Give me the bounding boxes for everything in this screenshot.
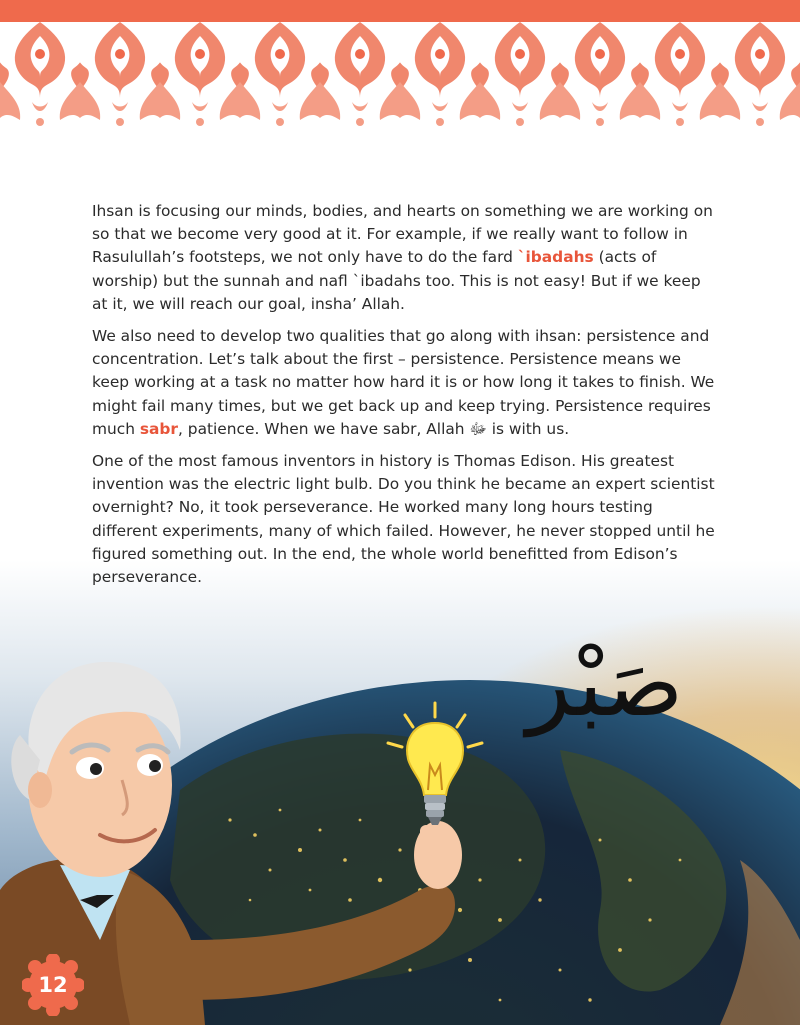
highlight-ibadahs: `ibadahs <box>517 248 594 267</box>
top-color-bar <box>0 0 800 22</box>
paragraph-persistence: We also need to develop two qualities that go along with ihsan: persistence and concentration. Let’s talk about the first – persistence. Persistence means we keep working at a task no matter how hard it is or how long it takes to finish. We might fail many times, but we get back up and keep trying. Persistence requires much sabr, patience. When we have sabr, Allah ﷻ is with us. <box>92 327 715 438</box>
ornamental-border <box>0 22 800 130</box>
body-text <box>92 200 716 598</box>
page-number: 12 <box>38 973 68 997</box>
light-bulb-icon <box>380 695 490 835</box>
paragraph-edison: One of the most famous inventors in history is Thomas Edison. His greatest invention was the electric light bulb. Do you think he became an expert scientist overnight? No, it took perseverance. He worked many long hours testing different experiments, many of which failed. However, he never stopped until he figured something out. In the end, the whole world benefitted from Edison’s perseverance. <box>92 452 715 587</box>
sabr-arabic-text: صَبْر <box>526 630 684 737</box>
highlight-sabr: sabr <box>139 419 179 438</box>
sabr-calligraphy <box>490 615 720 755</box>
paragraph-ihsan: Ihsan is focusing our minds, bodies, and hearts on something we are working on so that we become very good at it. For example, if we really want to follow in Rasulullah’s footsteps, we not only have to do the fard `ibadahs (acts of worship) but the sunnah and nafl `ibadahs too. This is not easy! But if we keep at it, we will reach our goal, insha’ Allah. <box>92 202 713 313</box>
